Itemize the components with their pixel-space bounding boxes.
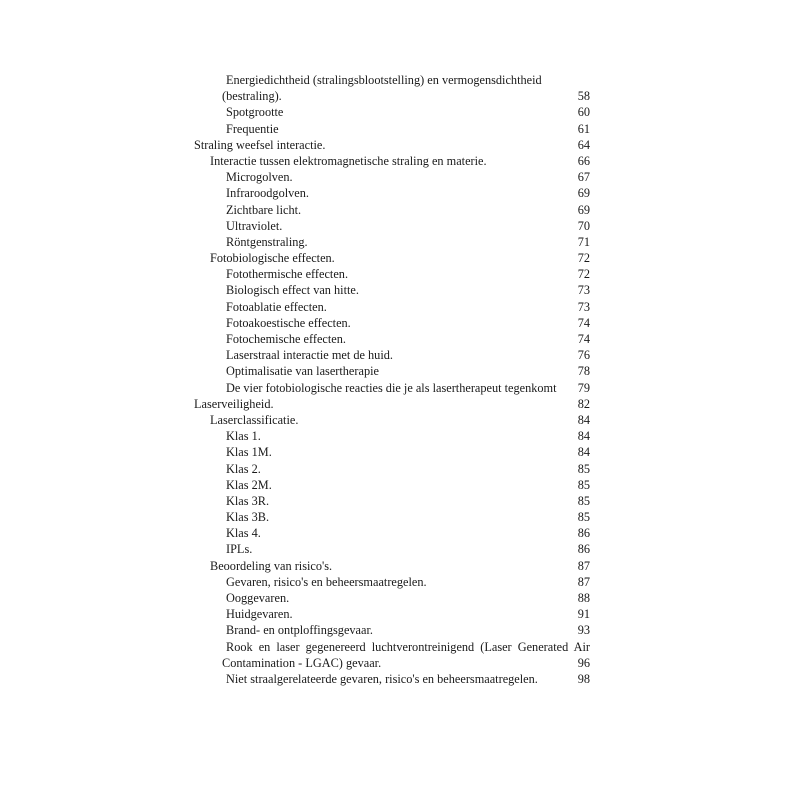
toc-entry-page: 85 [577, 510, 590, 525]
toc-entry-title: Brand- en ontploffingsgevaar. [226, 623, 373, 638]
toc-entry[interactable] [194, 218, 590, 234]
toc-entry-page: 93 [577, 623, 590, 638]
toc-entry[interactable] [194, 202, 590, 218]
toc-entry[interactable] [194, 541, 590, 557]
toc-entry[interactable] [194, 525, 590, 541]
toc-entry-page: 71 [577, 234, 590, 249]
toc-entry-title: Zichtbare licht. [226, 202, 302, 217]
toc-entry[interactable] [194, 104, 590, 120]
toc-entry-page: 61 [577, 121, 590, 136]
toc-entry-page: 74 [577, 315, 590, 330]
toc-entry[interactable] [194, 299, 590, 315]
toc-entry-title: Frequentie [226, 121, 279, 136]
toc-entry-title: Klas 3R. [226, 493, 270, 508]
toc-entry[interactable] [194, 428, 590, 444]
toc-entry[interactable] [194, 331, 590, 347]
toc-entry-page: 82 [577, 396, 590, 411]
toc-entry[interactable] [194, 315, 590, 331]
toc-entry-page: 84 [577, 412, 590, 427]
toc-entry[interactable] [194, 380, 590, 396]
toc-entry-title: Infraroodgolven. [226, 186, 309, 201]
toc-entry-page: 76 [577, 348, 590, 363]
toc-entry[interactable] [194, 347, 590, 363]
toc-entry-title: Fotochemische effecten. [226, 332, 346, 347]
toc-entry-page: 85 [577, 493, 590, 508]
toc-entry[interactable] [194, 266, 590, 282]
toc-entry[interactable] [194, 590, 590, 606]
toc-list [194, 671, 590, 687]
toc-entry[interactable] [194, 412, 590, 428]
toc-entry-page: 70 [577, 218, 590, 233]
toc-entry-title: Ooggevaren. [226, 591, 290, 606]
toc-entry[interactable] [194, 622, 590, 638]
toc-entry-title: Klas 4. [226, 526, 261, 541]
toc-entry-title: Interactie tussen elektromagnetische straling en materie. [210, 153, 487, 168]
toc-entry-page: 88 [577, 591, 590, 606]
toc-entry-title: Fotobiologische effecten. [210, 251, 335, 266]
toc-entry[interactable] [194, 574, 590, 590]
toc-entry[interactable] [194, 185, 590, 201]
toc-entry[interactable] [194, 363, 590, 379]
toc-entry[interactable] [194, 72, 590, 104]
toc-entry[interactable] [194, 121, 590, 137]
toc-entry-page: 84 [577, 445, 590, 460]
toc-entry-page: 79 [577, 380, 590, 395]
toc-entry[interactable] [194, 396, 590, 412]
toc-entry[interactable] [194, 153, 590, 169]
toc-entry-page: 58 [577, 89, 590, 104]
toc-entry-page: 96 [577, 655, 590, 670]
toc-entry-page: 69 [577, 186, 590, 201]
toc-entry-page: 87 [577, 574, 590, 589]
toc-entry-title: Huidgevaren. [226, 607, 293, 622]
toc-entry-title: Laserclassificatie. [210, 412, 299, 427]
toc-entry[interactable] [194, 509, 590, 525]
toc-entry-title: Laserstraal interactie met de huid. [226, 348, 393, 363]
toc-entry-title: Klas 3B. [226, 510, 270, 525]
toc-entry-title: Röntgenstraling. [226, 234, 308, 249]
toc-entry-title: Microgolven. [226, 170, 293, 185]
toc-entry-page: 87 [577, 558, 590, 573]
toc-entry-title: Laserveiligheid. [194, 396, 274, 411]
toc-entry[interactable] [194, 234, 590, 250]
toc-entry[interactable] [194, 493, 590, 509]
toc-entry-title: Klas 1. [226, 429, 261, 444]
toc-entry-title: IPLs. [226, 542, 253, 557]
toc-entry-title: Straling weefsel interactie. [194, 137, 326, 152]
toc-entry[interactable] [194, 169, 590, 185]
toc-list [194, 104, 590, 638]
toc-entry-title: Niet straalgerelateerde gevaren, risico's en beheersmaatregelen. [226, 672, 538, 686]
toc-entry[interactable] [194, 639, 590, 671]
toc-entry-title: Spotgrootte [226, 105, 284, 120]
toc-entry-title: Biologisch effect van hitte. [226, 283, 359, 298]
toc-entry-title: Beoordeling van risico's. [210, 558, 333, 573]
toc-entry-page: 66 [577, 153, 590, 168]
toc-entry-page: 60 [577, 105, 590, 120]
toc-entry-title: Klas 1M. [226, 445, 272, 460]
toc-entry-title: Fotothermische effecten. [226, 267, 349, 282]
toc-entry[interactable] [194, 477, 590, 493]
toc-entry-page: 91 [577, 607, 590, 622]
toc-entry-title: Optimalisatie van lasertherapie [226, 364, 379, 379]
toc-entry-page: 74 [577, 332, 590, 347]
toc-entry-title: Gevaren, risico's en beheersmaatregelen. [226, 574, 427, 589]
toc-entry-page: 69 [577, 202, 590, 217]
table-of-contents [194, 72, 590, 687]
toc-entry-title: Energiedichtheid (stralingsblootstelling) en vermogensdichtheid [226, 73, 542, 87]
toc-entry[interactable] [194, 671, 590, 687]
toc-entry-page: 67 [577, 170, 590, 185]
toc-entry[interactable] [194, 444, 590, 460]
toc-entry-title: Rook en laser gegenereerd luchtverontreinigend (Laser Generated Air [226, 639, 590, 654]
toc-entry[interactable] [194, 558, 590, 574]
toc-entry[interactable] [194, 250, 590, 266]
toc-entry-page: 84 [577, 429, 590, 444]
toc-entry-page: 85 [577, 461, 590, 476]
toc-entry-page: 73 [577, 299, 590, 314]
toc-entry-title: Fotoablatie effecten. [226, 299, 327, 314]
toc-entry-title: Klas 2. [226, 461, 261, 476]
toc-entry-page: 98 [577, 672, 590, 686]
toc-entry[interactable] [194, 282, 590, 298]
toc-entry-page: 72 [577, 251, 590, 266]
toc-entry-title: Klas 2M. [226, 477, 272, 492]
toc-entry-page: 64 [577, 137, 590, 152]
toc-entry-page: 73 [577, 283, 590, 298]
toc-entry[interactable] [194, 137, 590, 153]
toc-entry-title-continued: Contamination - LGAC) gevaar. [222, 655, 382, 670]
toc-entry-page: 85 [577, 477, 590, 492]
toc-entry[interactable] [194, 606, 590, 622]
toc-entry-page: 78 [577, 364, 590, 379]
toc-entry-page: 86 [577, 542, 590, 557]
toc-entry-page: 72 [577, 267, 590, 282]
toc-entry-title: De vier fotobiologische reacties die je als lasertherapeut tegenkomt [226, 380, 557, 395]
toc-entry-title: Fotoakoestische effecten. [226, 315, 351, 330]
toc-entry[interactable] [194, 461, 590, 477]
toc-entry-title-continued: (bestraling). [222, 89, 282, 104]
toc-entry-page: 86 [577, 526, 590, 541]
toc-entry-title: Ultraviolet. [226, 218, 283, 233]
